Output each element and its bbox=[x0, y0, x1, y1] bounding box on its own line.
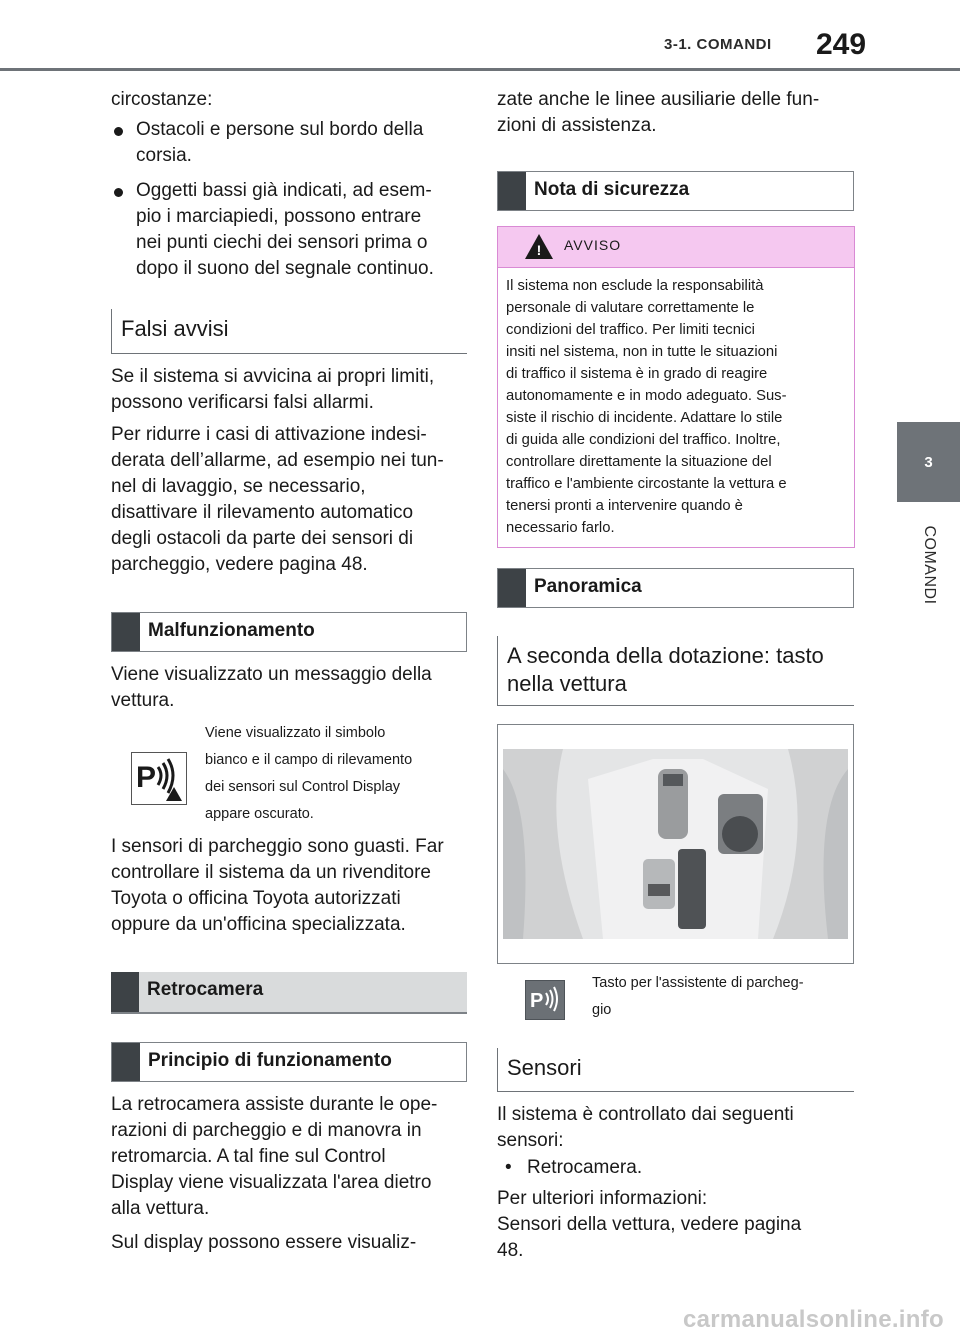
warning-label: AVVISO bbox=[564, 237, 622, 253]
page-number: 249 bbox=[816, 28, 867, 61]
paragraph: Viene visualizzato un messaggio della vettura. bbox=[111, 664, 432, 711]
warning-box: ! AVVISO Il sistema non esclude la responsabilità personale di valutare correttamente le condizioni del traffico. Per limiti tecnici insiti nel sistema, non in tutte le situazioni di traffico il sistema è in grado di reagire autonomamente e in modo adeguato. Sus- siste il rischio di incidente. Adattare lo stile di guida alle condizioni del traffico. Inoltre, controllare direttamente la situazione del traffico e l'ambiente circostante la vettura e tenersi pronti a intervenire quando è necessario farlo. bbox=[497, 226, 855, 548]
paragraph: zate anche le linee ausiliarie delle fun- zioni di assistenza. bbox=[497, 89, 820, 136]
chapter-tab-number: 3 bbox=[897, 422, 960, 502]
chapter-tab-label: COMANDI bbox=[904, 510, 954, 620]
svg-text:P: P bbox=[530, 990, 544, 1012]
paragraph: Se il sistema si avvicina ai propri limiti, possono verificarsi falsi allarmi. bbox=[111, 366, 435, 413]
list-item: Oggetti bassi già indicati, ad esem- pio i marciapiedi, possono entrare nei punti ciechi dei sensori prima o dopo il suono del segnale continuo. bbox=[114, 178, 464, 282]
bullet-icon bbox=[114, 188, 123, 197]
park-assist-warning-icon bbox=[131, 752, 187, 805]
button-description: Tasto per l'assistente di parcheg- gio bbox=[592, 975, 804, 1018]
warning-text: Il sistema non esclude la responsabilità personale di valutare correttamente le condizioni del traffico. Per limiti tecnici insiti nel sistema, non in tutte le situazioni di traffico il sistema è in grado di reagire autonomamente e in modo adeguato. Sus- siste il rischio di incidente. Adattare lo stile di guida alle condizioni del traffico. Inoltre, controllare direttamente la situazione del traffico e l'ambiente circostante la vettura e tenersi pronti a intervenire quando è necessario farlo. bbox=[506, 278, 787, 536]
paragraph: La retrocamera assiste durante le ope- razioni di parcheggio e di manovra in retromarcia. A tal fine sul Control Display viene visualizzata l'area dietro alla vettura. bbox=[111, 1094, 438, 1219]
subheading-sensori: Sensori bbox=[497, 1048, 854, 1092]
section-heading-nota: Nota di sicurezza bbox=[497, 171, 854, 211]
header-section-title: 3-1. COMANDI bbox=[664, 36, 772, 53]
svg-text:P: P bbox=[136, 761, 157, 794]
bullet-icon bbox=[114, 127, 123, 136]
list-item: • Retrocamera. bbox=[505, 1157, 643, 1178]
section-heading-panoramica: Panoramica bbox=[497, 568, 854, 608]
paragraph: Il sistema è controllato dai seguenti sensori: bbox=[497, 1104, 794, 1151]
watermark: carmanualsonline.info bbox=[682, 1306, 944, 1333]
list-item: Ostacoli e persone sul bordo della corsia. bbox=[114, 117, 464, 169]
header-rule bbox=[0, 68, 960, 71]
subheading-falsi-avvisi: Falsi avvisi bbox=[111, 309, 467, 354]
section-heading-principio: Principio di funzionamento bbox=[111, 1042, 467, 1082]
park-assist-button-icon bbox=[525, 980, 565, 1020]
icon-description: Viene visualizzato il simbolo bianco e il campo di rilevamento dei sensori sul Control Display appare oscurato. bbox=[205, 725, 413, 822]
paragraph: Per ridurre i casi di attivazione indesi- derata dell’allarme, ad esempio nei tun- nel di lavaggio, se necessario, disattivare il rilevamento automatico degli ostacoli da parte dei sensori di parcheggio, vedere pagina 48. bbox=[111, 424, 444, 575]
paragraph: Per ulteriori informazioni: Sensori della vettura, vedere pagina 48. bbox=[497, 1188, 802, 1261]
section-heading-retrocamera: Retrocamera bbox=[111, 972, 467, 1014]
paragraph: Sul display possono essere visualiz- bbox=[111, 1232, 417, 1253]
subheading-dotazione: A seconda della dotazione: tasto nella vettura bbox=[497, 636, 854, 706]
intro-text: circostanze: bbox=[111, 89, 213, 110]
section-heading-malfunzionamento: Malfunzionamento bbox=[111, 612, 467, 652]
center-console-photo bbox=[497, 724, 854, 964]
paragraph: I sensori di parcheggio sono guasti. Far controllare il sistema da un rivenditore Toyota o officina Toyota autorizzati oppure da un'officina specializzata. bbox=[111, 836, 444, 935]
